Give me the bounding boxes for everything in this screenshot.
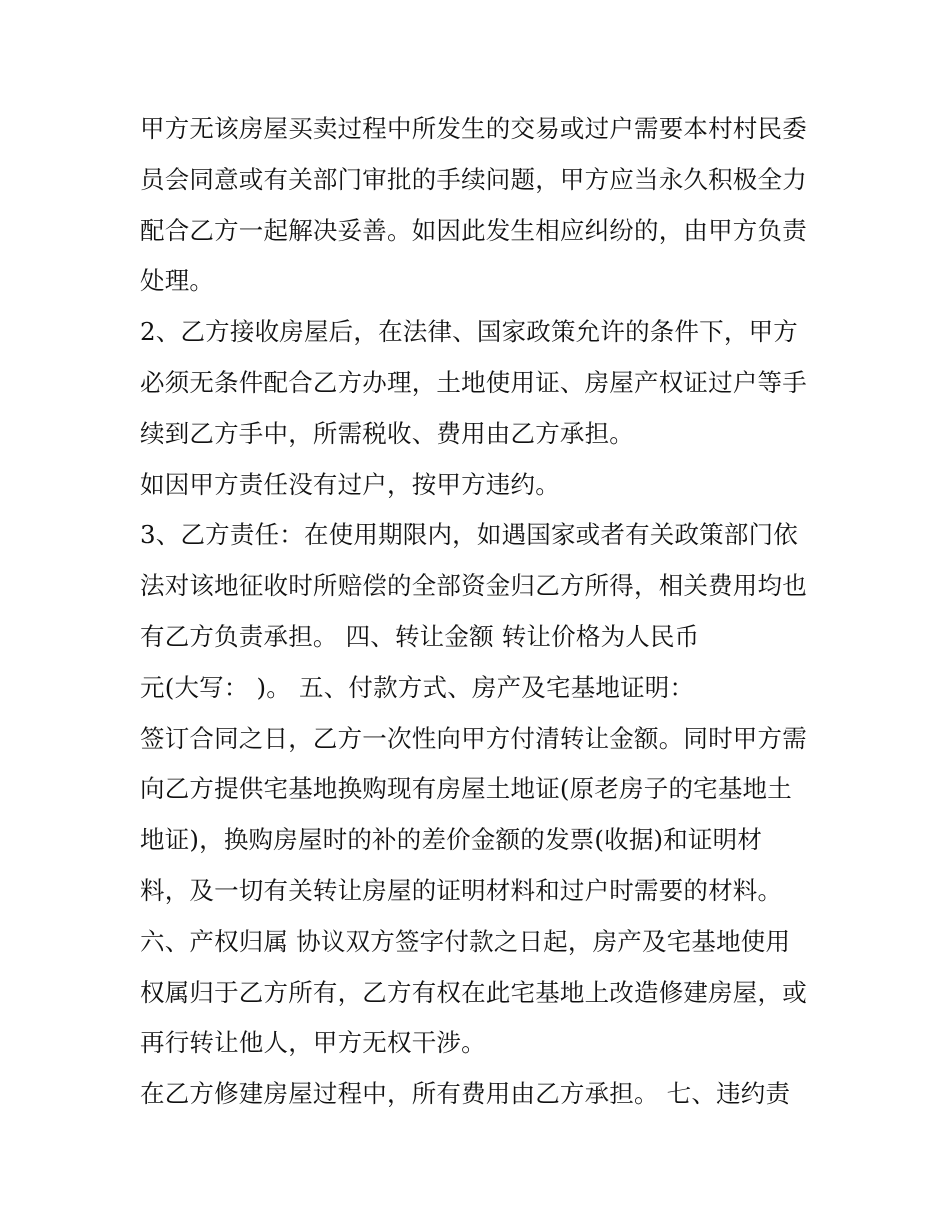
text-line: 处理。 <box>140 266 215 296</box>
text-line: 再行转让他人，甲方无权干涉。 <box>140 1028 486 1058</box>
text-line: 法对该地征收时所赔偿的全部资金归乙方所得，相关费用均也 <box>140 571 807 601</box>
text-line: 2、乙方接收房屋后，在法律、国家政策允许的条件下，甲方 <box>140 317 798 347</box>
text-line: 向乙方提供宅基地换购现有房屋土地证(原老房子的宅基地土 <box>140 774 792 804</box>
text-line: 必须无条件配合乙方办理，土地使用证、房屋产权证过户等手 <box>140 367 807 397</box>
text-line: 员会同意或有关部门审批的手续问题，甲方应当永久积极全力 <box>140 164 807 194</box>
text-line: 签订合同之日，乙方一次性向甲方付清转让金额。同时甲方需 <box>140 723 807 753</box>
document-body <box>140 104 830 1120</box>
text-line: 续到乙方手中，所需税收、费用由乙方承担。 <box>140 418 634 448</box>
text-line: 六、产权归属 协议双方签字付款之日起，房产及宅基地使用 <box>140 926 791 956</box>
text-line: 如因甲方责任没有过户，按甲方违约。 <box>140 469 560 499</box>
text-line: 权属归于乙方所有，乙方有权在此宅基地上改造修建房屋，或 <box>140 977 807 1007</box>
text-line: 3、乙方责任：在使用期限内，如遇国家或者有关政策部门依 <box>140 520 798 550</box>
text-line: 甲方无该房屋买卖过程中所发生的交易或过户需要本村村民委 <box>140 114 807 143</box>
text-line: 配合乙方一起解决妥善。如因此发生相应纠纷的，由甲方负责 <box>140 215 807 245</box>
text-line: 地证)，换购房屋时的补的差价金额的发票(收据)和证明材 <box>140 825 763 855</box>
text-line: 有乙方负责承担。 四、转让金额 转让价格为人民币 <box>140 621 700 651</box>
text-line: 元(大写： )。 五、付款方式、房产及宅基地证明： <box>140 672 695 702</box>
text-line: 料，及一切有关转让房屋的证明材料和过户时需要的材料。 <box>140 875 783 905</box>
text-line: 在乙方修建房屋过程中，所有费用由乙方承担。 七、违约责 <box>140 1079 791 1109</box>
